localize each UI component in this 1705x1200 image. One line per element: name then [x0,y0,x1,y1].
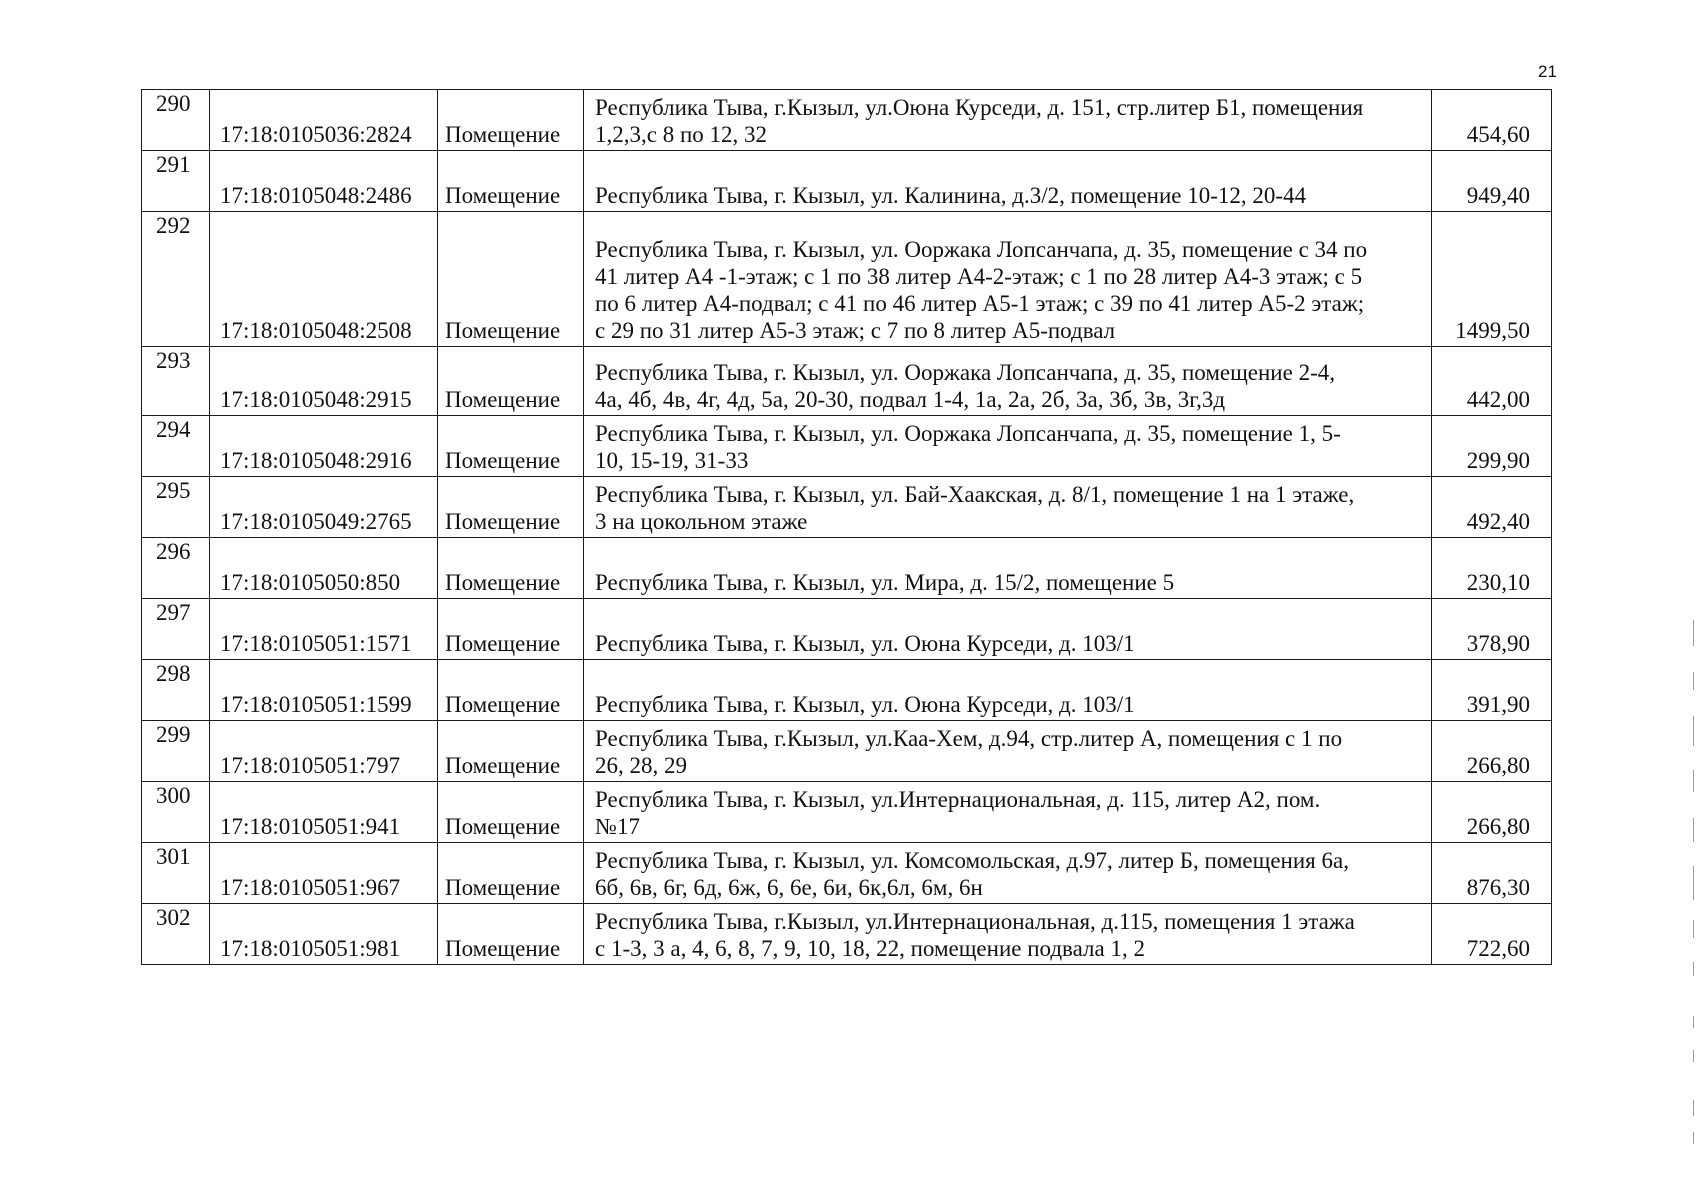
object-area: 391,90 [1432,660,1552,721]
table-row [142,843,1552,904]
table-row [142,782,1552,843]
object-address: Республика Тыва, г. Кызыл, ул. Ооржака Лопсанчапа, д. 35, помещение 2-4, 4а, 4б, 4в, 4г, 4д, 5а, 20-30, подвал 1-4, 1а, 2а, 2б, 3а, 3б, 3в, 3г,3д [584,347,1432,416]
row-number: 293 [142,347,210,416]
cadastral-number: 17:18:0105051:941 [210,782,438,843]
row-number: 298 [142,660,210,721]
object-area: 299,90 [1432,416,1552,477]
object-area: 454,60 [1432,90,1552,151]
row-number: 292 [142,212,210,347]
cadastral-number: 17:18:0105051:797 [210,721,438,782]
cadastral-number: 17:18:0105048:2508 [210,212,438,347]
cadastral-number: 17:18:0105051:1571 [210,599,438,660]
table-row [142,151,1552,212]
table-row [142,212,1552,347]
object-type: Помещение [438,782,584,843]
object-area: 378,90 [1432,599,1552,660]
object-type: Помещение [438,90,584,151]
page-number: 21 [1538,62,1557,81]
table-row [142,347,1552,416]
table-row [142,90,1552,151]
object-type: Помещение [438,599,584,660]
row-number: 295 [142,477,210,538]
cadastral-number: 17:18:0105051:967 [210,843,438,904]
row-number: 294 [142,416,210,477]
object-type: Помещение [438,660,584,721]
cadastral-number: 17:18:0105036:2824 [210,90,438,151]
table-row [142,477,1552,538]
object-address: Республика Тыва, г.Кызыл, ул.Оюна Курседи, д. 151, стр.литер Б1, помещения 1,2,3,с 8 по 12, 32 [584,90,1432,151]
row-number: 302 [142,904,210,965]
object-address: Республика Тыва, г. Кызыл, ул. Оюна Курседи, д. 103/1 [584,599,1432,660]
object-area: 230,10 [1432,538,1552,599]
table-row [142,538,1552,599]
object-address: Республика Тыва, г.Кызыл, ул.Интернациональная, д.115, помещения 1 этажа с 1-3, 3 а, 4, 6, 8, 7, 9, 10, 18, 22, помещение подвала 1, 2 [584,904,1432,965]
object-area: 1499,50 [1432,212,1552,347]
table-row [142,660,1552,721]
cadastral-number: 17:18:0105048:2916 [210,416,438,477]
object-area: 266,80 [1432,721,1552,782]
object-area: 266,80 [1432,782,1552,843]
cadastral-number: 17:18:0105051:1599 [210,660,438,721]
object-address: Республика Тыва, г. Кызыл, ул.Интернациональная, д. 115, литер А2, пом. №17 [584,782,1432,843]
object-address: Республика Тыва, г.Кызыл, ул.Каа-Хем, д.94, стр.литер А, помещения с 1 по 26, 28, 29 [584,721,1432,782]
object-address: Республика Тыва, г. Кызыл, ул. Мира, д. 15/2, помещение 5 [584,538,1432,599]
cadastral-number: 17:18:0105048:2486 [210,151,438,212]
object-type: Помещение [438,843,584,904]
object-area: 876,30 [1432,843,1552,904]
row-number: 297 [142,599,210,660]
object-address: Республика Тыва, г. Кызыл, ул. Ооржака Лопсанчапа, д. 35, помещение с 34 по 41 литер А4 -1-этаж; с 1 по 38 литер А4-2-этаж; с 1 по 28 литер А4-3 этаж; с 5 по 6 литер А4-подвал; с 41 по 46 литер А5-1 этаж; с 39 по 41 литер А5-2 этаж; с 29 по 31 литер А5-3 этаж; с 7 по 8 литер А5-подвал [584,212,1432,347]
object-area: 442,00 [1432,347,1552,416]
row-number: 291 [142,151,210,212]
object-type: Помещение [438,721,584,782]
object-type: Помещение [438,347,584,416]
table-row [142,721,1552,782]
object-type: Помещение [438,151,584,212]
object-address: Республика Тыва, г. Кызыл, ул. Бай-Хаакская, д. 8/1, помещение 1 на 1 этаже, 3 на цокольном этаже [584,477,1432,538]
object-address: Республика Тыва, г. Кызыл, ул. Комсомольская, д.97, литер Б, помещения 6а, 6б, 6в, 6г, 6д, 6ж, 6, 6е, 6и, 6к,6л, 6м, 6н [584,843,1432,904]
object-area: 492,40 [1432,477,1552,538]
object-address: Республика Тыва, г. Кызыл, ул. Ооржака Лопсанчапа, д. 35, помещение 1, 5- 10, 15-19, 31-33 [584,416,1432,477]
cadastral-number: 17:18:0105049:2765 [210,477,438,538]
row-number: 301 [142,843,210,904]
table-row [142,599,1552,660]
row-number: 296 [142,538,210,599]
object-type: Помещение [438,416,584,477]
object-type: Помещение [438,538,584,599]
table-row [142,416,1552,477]
cadastral-number: 17:18:0105050:850 [210,538,438,599]
object-area: 722,60 [1432,904,1552,965]
object-type: Помещение [438,477,584,538]
cadastral-number: 17:18:0105048:2915 [210,347,438,416]
object-type: Помещение [438,212,584,347]
row-number: 290 [142,90,210,151]
table-row [142,904,1552,965]
property-table-body [142,90,1552,965]
property-table [141,89,1552,965]
object-address: Республика Тыва, г. Кызыл, ул. Калинина, д.3/2, помещение 10-12, 20-44 [584,151,1432,212]
object-area: 949,40 [1432,151,1552,212]
object-address: Республика Тыва, г. Кызыл, ул. Оюна Курседи, д. 103/1 [584,660,1432,721]
row-number: 299 [142,721,210,782]
cadastral-number: 17:18:0105051:981 [210,904,438,965]
scan-margin-marks [1693,620,1695,1180]
row-number: 300 [142,782,210,843]
object-type: Помещение [438,904,584,965]
